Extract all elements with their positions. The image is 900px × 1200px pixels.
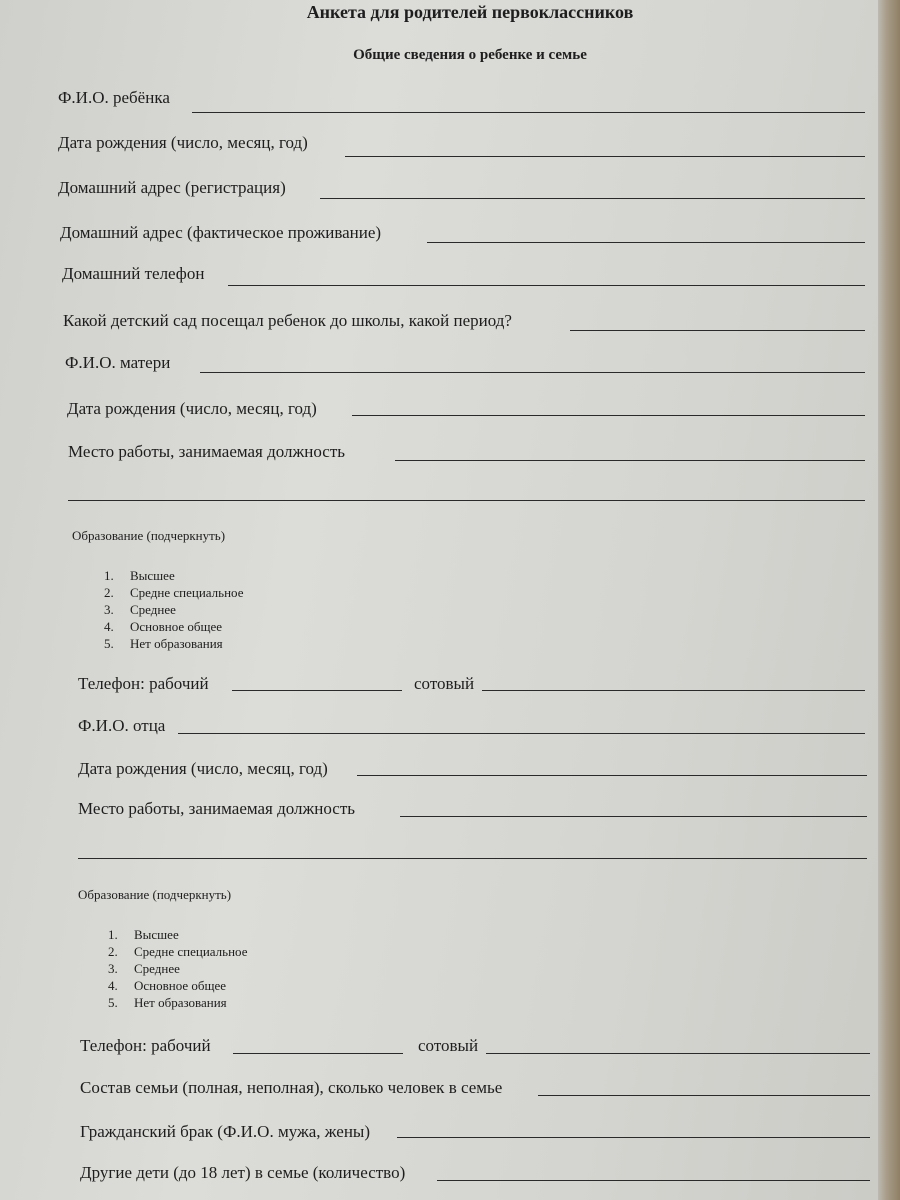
form-title: Анкета для родителей первоклассников <box>306 2 634 22</box>
child-birth-label: Дата рождения (число, месяц, год) <box>58 133 308 152</box>
civil-marriage-label: Гражданский брак (Ф.И.О. мужа, жены) <box>80 1122 371 1141</box>
home-phone-field[interactable] <box>228 285 865 286</box>
father-phone-work-label: Телефон: рабочий <box>80 1036 211 1055</box>
father-phone-mobile-label: сотовый <box>418 1036 479 1055</box>
home-phone-label: Домашний телефон <box>62 264 205 283</box>
mother-birth-label: Дата рождения (число, месяц, год) <box>67 399 317 418</box>
education-option[interactable]: 1. Высшее <box>104 568 175 583</box>
father-education <box>78 886 247 1011</box>
father-work-label: Место работы, занимаемая должность <box>78 799 356 818</box>
father-work-field-line2[interactable] <box>78 858 867 859</box>
kindergarten-field[interactable] <box>570 330 865 331</box>
education-option[interactable]: 4. Основное общее <box>108 978 227 993</box>
father-education-label: Образование (подчеркнуть) <box>78 887 232 902</box>
education-option[interactable]: 4. Основное общее <box>104 619 223 634</box>
mother-phone-work-field[interactable] <box>232 690 402 691</box>
mother-name-field[interactable] <box>200 372 865 373</box>
education-option[interactable]: 5. Нет образования <box>104 636 223 651</box>
addr-fact-field[interactable] <box>427 242 865 243</box>
other-children-field[interactable] <box>437 1180 870 1181</box>
family-composition-label: Состав семьи (полная, неполная), сколько человек в семье <box>80 1078 503 1097</box>
mother-phone-mobile-label: сотовый <box>414 674 475 693</box>
father-name-field[interactable] <box>178 733 865 734</box>
education-option[interactable]: 3. Среднее <box>104 602 176 617</box>
mother-phone-mobile-field[interactable] <box>482 690 865 691</box>
education-option[interactable]: 1. Высшее <box>108 927 179 942</box>
mother-education <box>72 527 243 652</box>
addr-fact-label: Домашний адрес (фактическое проживание) <box>60 223 382 242</box>
father-phone-mobile-field[interactable] <box>486 1053 870 1054</box>
child-name-label: Ф.И.О. ребёнка <box>58 88 170 107</box>
father-birth-label: Дата рождения (число, месяц, год) <box>78 759 328 778</box>
father-work-field[interactable] <box>400 816 867 817</box>
other-children-label: Другие дети (до 18 лет) в семье (количество) <box>80 1163 406 1182</box>
mother-education-label: Образование (подчеркнуть) <box>72 528 226 543</box>
mother-work-label: Место работы, занимаемая должность <box>68 442 346 461</box>
education-option[interactable]: 2. Средне специальное <box>108 944 248 959</box>
mother-birth-field[interactable] <box>352 415 865 416</box>
mother-work-field-line2[interactable] <box>68 500 865 501</box>
family-composition-field[interactable] <box>538 1095 870 1096</box>
mother-phone-work-label: Телефон: рабочий <box>78 674 209 693</box>
form-subtitle: Общие сведения о ребенке и семье <box>353 47 587 63</box>
child-birth-field[interactable] <box>345 156 865 157</box>
civil-marriage-field[interactable] <box>397 1137 870 1138</box>
education-option[interactable]: 5. Нет образования <box>108 995 227 1010</box>
father-name-label: Ф.И.О. отца <box>78 716 166 735</box>
kindergarten-label: Какой детский сад посещал ребенок до школы, какой период? <box>63 311 512 330</box>
mother-name-label: Ф.И.О. матери <box>65 353 171 372</box>
father-birth-field[interactable] <box>357 775 867 776</box>
addr-reg-label: Домашний адрес (регистрация) <box>58 178 286 197</box>
addr-reg-field[interactable] <box>320 198 865 199</box>
father-phone-work-field[interactable] <box>233 1053 403 1054</box>
education-option[interactable]: 2. Средне специальное <box>104 585 244 600</box>
table-surface-edge <box>878 0 900 1200</box>
education-option[interactable]: 3. Среднее <box>108 961 180 976</box>
child-name-field[interactable] <box>192 112 865 113</box>
mother-work-field[interactable] <box>395 460 865 461</box>
